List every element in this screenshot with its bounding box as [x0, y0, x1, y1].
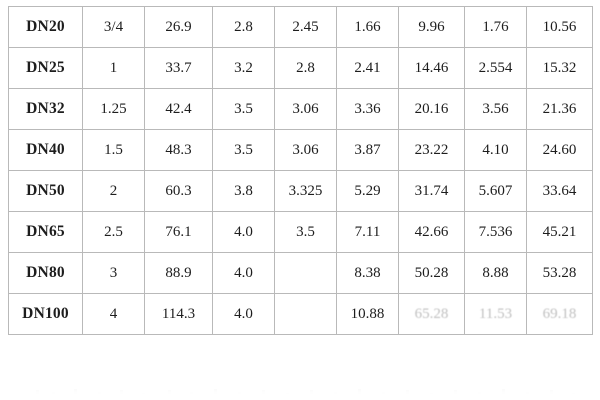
- cell-od: 33.7: [145, 48, 213, 89]
- cell-c: 14.46: [399, 48, 465, 89]
- table-row: [9, 48, 593, 89]
- cell-e: 45.21: [527, 212, 593, 253]
- cell-od: 60.3: [145, 171, 213, 212]
- cell-od: 48.3: [145, 130, 213, 171]
- cell-wt: 4.0: [213, 253, 275, 294]
- cell-b: 10.88: [337, 294, 399, 335]
- cell-c: 31.74: [399, 171, 465, 212]
- cell-a: 3.06: [275, 130, 337, 171]
- cell-b: 1.66: [337, 7, 399, 48]
- cell-od: 76.1: [145, 212, 213, 253]
- cell-dn: DN65: [9, 212, 83, 253]
- cell-d: 8.88: [465, 253, 527, 294]
- cell-e: 24.60: [527, 130, 593, 171]
- cell-inch: 1: [83, 48, 145, 89]
- cell-od: 42.4: [145, 89, 213, 130]
- cell-d: 7.536: [465, 212, 527, 253]
- cell-wt: 4.0: [213, 212, 275, 253]
- table-row: [9, 89, 593, 130]
- cell-c: 23.22: [399, 130, 465, 171]
- cell-dn: DN50: [9, 171, 83, 212]
- cell-a: [275, 294, 337, 335]
- cell-od: 114.3: [145, 294, 213, 335]
- cell-e: 21.36: [527, 89, 593, 130]
- cell-a: [275, 253, 337, 294]
- cell-a: 3.325: [275, 171, 337, 212]
- cell-b: 8.38: [337, 253, 399, 294]
- table-row: [9, 7, 593, 48]
- cell-d: 5.607: [465, 171, 527, 212]
- cell-b: 7.11: [337, 212, 399, 253]
- table-row: [9, 294, 593, 335]
- cell-dn: DN100: [9, 294, 83, 335]
- cell-inch: 2.5: [83, 212, 145, 253]
- cell-d: 1.76: [465, 7, 527, 48]
- scan-speckle-decoration: [0, 380, 600, 400]
- cell-b: 2.41: [337, 48, 399, 89]
- cell-a: 3.5: [275, 212, 337, 253]
- cell-wt: 3.5: [213, 130, 275, 171]
- table-row: [9, 212, 593, 253]
- table-row: [9, 253, 593, 294]
- cell-c: 42.66: [399, 212, 465, 253]
- cell-d: 2.554: [465, 48, 527, 89]
- cell-d: 11.53: [465, 294, 527, 335]
- cell-dn: DN40: [9, 130, 83, 171]
- cell-inch: 1.5: [83, 130, 145, 171]
- cell-e: 10.56: [527, 7, 593, 48]
- table-row: [9, 171, 593, 212]
- cell-c: 9.96: [399, 7, 465, 48]
- cell-e: 69.18: [527, 294, 593, 335]
- cell-b: 5.29: [337, 171, 399, 212]
- specification-table: [8, 6, 593, 335]
- cell-a: 2.8: [275, 48, 337, 89]
- cell-e: 53.28: [527, 253, 593, 294]
- cell-inch: 4: [83, 294, 145, 335]
- cell-c: 65.28: [399, 294, 465, 335]
- cell-a: 3.06: [275, 89, 337, 130]
- cell-e: 15.32: [527, 48, 593, 89]
- cell-b: 3.87: [337, 130, 399, 171]
- cell-c: 50.28: [399, 253, 465, 294]
- cell-c: 20.16: [399, 89, 465, 130]
- cell-a: 2.45: [275, 7, 337, 48]
- cell-b: 3.36: [337, 89, 399, 130]
- cell-inch: 3: [83, 253, 145, 294]
- cell-wt: 2.8: [213, 7, 275, 48]
- cell-dn: DN25: [9, 48, 83, 89]
- cell-dn: DN20: [9, 7, 83, 48]
- table-row: [9, 130, 593, 171]
- cell-inch: 1.25: [83, 89, 145, 130]
- cell-dn: DN80: [9, 253, 83, 294]
- cell-inch: 2: [83, 171, 145, 212]
- cell-d: 3.56: [465, 89, 527, 130]
- cell-wt: 3.8: [213, 171, 275, 212]
- cell-wt: 3.2: [213, 48, 275, 89]
- cell-wt: 4.0: [213, 294, 275, 335]
- cell-od: 26.9: [145, 7, 213, 48]
- cell-dn: DN32: [9, 89, 83, 130]
- cell-e: 33.64: [527, 171, 593, 212]
- cell-d: 4.10: [465, 130, 527, 171]
- cell-od: 88.9: [145, 253, 213, 294]
- cell-inch: 3/4: [83, 7, 145, 48]
- cell-wt: 3.5: [213, 89, 275, 130]
- page-bottom-fade: [0, 372, 600, 400]
